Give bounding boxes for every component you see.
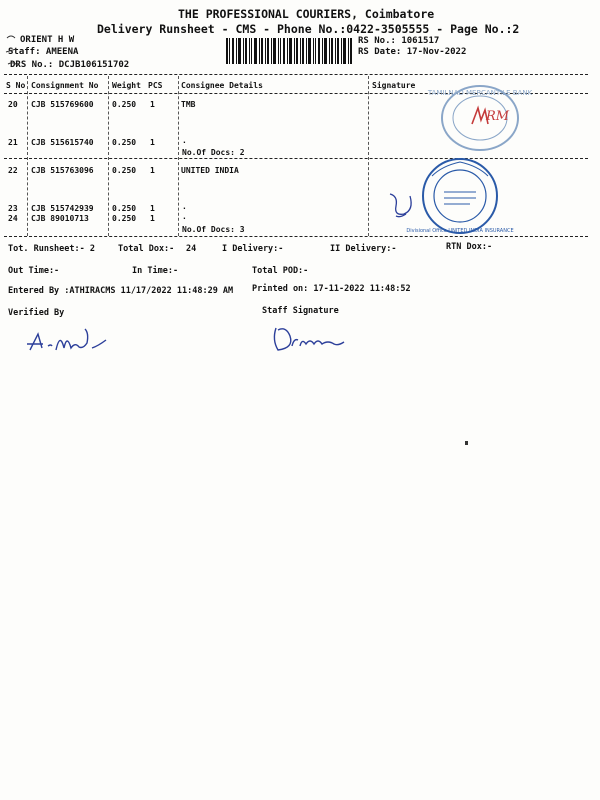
table-row-sno: 22	[8, 166, 18, 175]
table-row-consignment: CJB 515742939	[31, 204, 94, 213]
col-weight: Weight	[112, 81, 141, 90]
table-row-sno: 21	[8, 138, 18, 147]
total-pod: Total POD:-	[252, 266, 309, 276]
table-row-sno: 23	[8, 204, 18, 213]
column-divider	[27, 76, 28, 236]
printed-on: Printed on: 17-11-2022 11:48:52	[252, 284, 411, 294]
bank-initials: RM	[486, 109, 510, 124]
table-row-pcs: 1	[150, 166, 155, 175]
col-sno: S No	[6, 81, 26, 90]
table-row-docs: No.Of Docs: 2	[182, 148, 245, 157]
table-row-docs: No.Of Docs: 3	[182, 225, 245, 234]
table-row-sno: 20	[8, 100, 18, 109]
verifier-signature	[24, 326, 114, 358]
staff-signature-label: Staff Signature	[262, 306, 339, 316]
table-bottom-rule	[4, 236, 588, 237]
first-delivery: I Delivery:-	[222, 244, 284, 254]
total-runsheet: Tot. Runsheet:- 2	[8, 244, 95, 254]
staff-signature	[270, 324, 350, 354]
branch-name: ORIENT H W	[20, 35, 75, 45]
rtn-dox: RTN Dox:-	[446, 242, 493, 252]
table-row-details: .	[182, 212, 187, 221]
drs-number: DRS No.: DCJB106151702	[10, 60, 130, 70]
table-row-pcs: 1	[150, 138, 155, 147]
receiver-signature	[384, 186, 416, 222]
runsheet-title: Delivery Runsheet - CMS - Phone No.:0422-3505555 - Page No.:2	[97, 22, 520, 36]
table-top-rule	[4, 74, 588, 75]
entered-by: Entered By :ATHIRACMS 11/17/2022 11:48:29 AM	[8, 286, 234, 296]
table-row-weight: 0.250	[112, 166, 137, 175]
company-name: THE PROFESSIONAL COURIERS, Coimbatore	[178, 7, 435, 21]
verified-by-label: Verified By	[8, 308, 65, 318]
barcode-graphic	[226, 38, 353, 64]
col-consignment: Consignment No	[31, 81, 99, 90]
out-time: Out Time:-	[8, 266, 60, 276]
column-divider	[108, 76, 109, 236]
table-row-weight: 0.250	[112, 204, 137, 213]
table-row-pcs: 1	[150, 204, 155, 213]
barcode	[226, 38, 353, 64]
total-dox-value: 24	[186, 244, 197, 254]
column-divider	[178, 76, 179, 236]
bank-stamp-text: TAMILNAD MERCANTILE BANK	[427, 89, 533, 97]
second-delivery: II Delivery:-	[330, 244, 397, 254]
table-row-details: UNITED INDIA	[181, 166, 239, 175]
table-row-consignment: CJB 515763096	[31, 166, 94, 175]
col-pcs: PCS	[148, 81, 163, 90]
stray-mark	[465, 441, 468, 445]
table-row-pcs: 1	[150, 214, 155, 223]
bank-stamp	[427, 82, 533, 154]
rs-date: RS Date: 17-Nov-2022	[358, 47, 467, 57]
pen-mark	[3, 30, 23, 70]
col-consignee: Consignee Details	[181, 81, 263, 90]
column-divider	[368, 76, 369, 236]
table-row-weight: 0.250	[112, 214, 137, 223]
table-row-details: TMB	[181, 100, 196, 109]
table-row-sno: 24	[8, 214, 18, 223]
insurance-stamp	[406, 156, 514, 236]
table-row-details: .	[182, 202, 187, 211]
table-row-consignment: CJB 515769600	[31, 100, 94, 109]
table-row-consignment: CJB 515615740	[31, 138, 94, 147]
rs-number: RS No.: 1061517	[358, 36, 440, 46]
in-time: In Time:-	[132, 266, 179, 276]
table-row-consignment: CJB 89010713	[31, 214, 89, 223]
table-row-weight: 0.250	[112, 100, 137, 109]
table-row-pcs: 1	[150, 100, 155, 109]
insurance-stamp-text: Divisional Office UNITED INDIA INSURANCE	[406, 228, 514, 234]
table-row-details: .	[182, 136, 187, 145]
staff-name: Staff: AMEENA	[8, 47, 79, 57]
total-dox-label: Total Dox:-	[118, 244, 175, 254]
col-signature: Signature	[372, 81, 416, 90]
table-row-weight: 0.250	[112, 138, 137, 147]
